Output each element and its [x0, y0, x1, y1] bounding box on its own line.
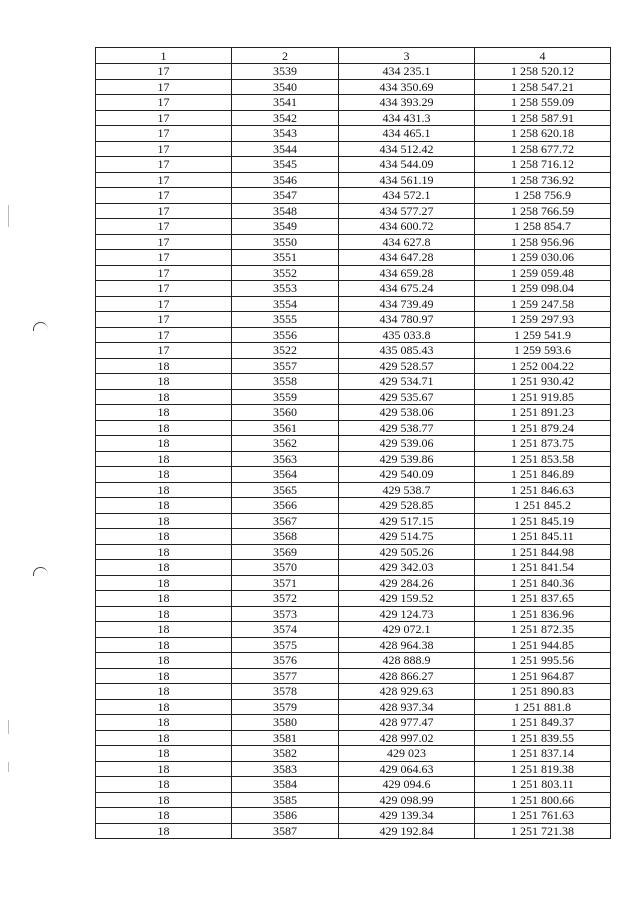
- table-row: [96, 591, 611, 607]
- section-cell: 18: [96, 436, 232, 452]
- table-row: [96, 405, 611, 421]
- table-row: [96, 761, 611, 777]
- y-coordinate-cell: 1 258 756.9: [475, 188, 611, 204]
- table-row: [96, 746, 611, 762]
- y-coordinate-cell: 1 251 839.55: [475, 730, 611, 746]
- hole-punch-mark: [33, 567, 48, 576]
- y-coordinate-cell: 1 258 559.09: [475, 95, 611, 111]
- section-cell: 17: [96, 327, 232, 343]
- x-coordinate-cell: 435 033.8: [339, 327, 475, 343]
- table-row: [96, 451, 611, 467]
- point-number-cell: 3583: [232, 761, 339, 777]
- section-cell: 18: [96, 761, 232, 777]
- x-coordinate-cell: 428 937.34: [339, 699, 475, 715]
- point-number-cell: 3582: [232, 746, 339, 762]
- y-coordinate-cell: 1 258 716.12: [475, 157, 611, 173]
- section-cell: 17: [96, 296, 232, 312]
- table-row: [96, 281, 611, 297]
- y-coordinate-cell: 1 251 853.58: [475, 451, 611, 467]
- section-cell: 18: [96, 792, 232, 808]
- x-coordinate-cell: 428 977.47: [339, 715, 475, 731]
- point-number-cell: 3569: [232, 544, 339, 560]
- y-coordinate-cell: 1 251 761.63: [475, 808, 611, 824]
- section-cell: 18: [96, 699, 232, 715]
- x-coordinate-cell: 429 540.09: [339, 467, 475, 483]
- y-coordinate-cell: 1 251 845.11: [475, 529, 611, 545]
- column-header: 2: [232, 48, 339, 64]
- point-number-cell: 3549: [232, 219, 339, 235]
- x-coordinate-cell: 429 528.57: [339, 358, 475, 374]
- table-row: [96, 777, 611, 793]
- table-row: [96, 560, 611, 576]
- y-coordinate-cell: 1 251 837.14: [475, 746, 611, 762]
- y-coordinate-cell: 1 251 846.63: [475, 482, 611, 498]
- y-coordinate-cell: 1 251 995.56: [475, 653, 611, 669]
- x-coordinate-cell: 434 465.1: [339, 126, 475, 142]
- scan-artifact: [8, 205, 9, 227]
- point-number-cell: 3551: [232, 250, 339, 266]
- y-coordinate-cell: 1 258 547.21: [475, 79, 611, 95]
- section-cell: 18: [96, 622, 232, 638]
- coordinates-table: [95, 47, 611, 839]
- table-row: [96, 436, 611, 452]
- y-coordinate-cell: 1 251 836.96: [475, 606, 611, 622]
- point-number-cell: 3567: [232, 513, 339, 529]
- section-cell: 17: [96, 219, 232, 235]
- x-coordinate-cell: 434 431.3: [339, 110, 475, 126]
- table-row: [96, 296, 611, 312]
- table-row: [96, 668, 611, 684]
- section-cell: 17: [96, 188, 232, 204]
- y-coordinate-cell: 1 251 803.11: [475, 777, 611, 793]
- y-coordinate-cell: 1 258 854.7: [475, 219, 611, 235]
- table-row: [96, 126, 611, 142]
- table-row: [96, 544, 611, 560]
- point-number-cell: 3566: [232, 498, 339, 514]
- section-cell: 18: [96, 591, 232, 607]
- table-row: [96, 234, 611, 250]
- point-number-cell: 3572: [232, 591, 339, 607]
- y-coordinate-cell: 1 251 849.37: [475, 715, 611, 731]
- x-coordinate-cell: 434 350.69: [339, 79, 475, 95]
- section-cell: 18: [96, 374, 232, 390]
- table-row: [96, 622, 611, 638]
- x-coordinate-cell: 429 538.06: [339, 405, 475, 421]
- table-row: [96, 730, 611, 746]
- x-coordinate-cell: 428 866.27: [339, 668, 475, 684]
- x-coordinate-cell: 429 098.99: [339, 792, 475, 808]
- point-number-cell: 3541: [232, 95, 339, 111]
- y-coordinate-cell: 1 251 930.42: [475, 374, 611, 390]
- section-cell: 17: [96, 110, 232, 126]
- y-coordinate-cell: 1 251 845.2: [475, 498, 611, 514]
- section-cell: 18: [96, 668, 232, 684]
- y-coordinate-cell: 1 252 004.22: [475, 358, 611, 374]
- section-cell: 17: [96, 79, 232, 95]
- table-row: [96, 606, 611, 622]
- point-number-cell: 3578: [232, 684, 339, 700]
- point-number-cell: 3573: [232, 606, 339, 622]
- section-cell: 18: [96, 405, 232, 421]
- section-cell: 18: [96, 730, 232, 746]
- point-number-cell: 3557: [232, 358, 339, 374]
- point-number-cell: 3542: [232, 110, 339, 126]
- section-cell: 17: [96, 64, 232, 80]
- y-coordinate-cell: 1 259 059.48: [475, 265, 611, 281]
- y-coordinate-cell: 1 251 721.38: [475, 823, 611, 839]
- x-coordinate-cell: 434 659.28: [339, 265, 475, 281]
- table-row: [96, 374, 611, 390]
- x-coordinate-cell: 428 997.02: [339, 730, 475, 746]
- y-coordinate-cell: 1 258 956.96: [475, 234, 611, 250]
- column-header: 1: [96, 48, 232, 64]
- y-coordinate-cell: 1 259 247.58: [475, 296, 611, 312]
- column-header: 3: [339, 48, 475, 64]
- y-coordinate-cell: 1 258 520.12: [475, 64, 611, 80]
- y-coordinate-cell: 1 251 873.75: [475, 436, 611, 452]
- section-cell: 17: [96, 234, 232, 250]
- table-row: [96, 64, 611, 80]
- section-cell: 18: [96, 389, 232, 405]
- table-row: [96, 467, 611, 483]
- section-cell: 18: [96, 482, 232, 498]
- x-coordinate-cell: 429 284.26: [339, 575, 475, 591]
- x-coordinate-cell: 429 342.03: [339, 560, 475, 576]
- x-coordinate-cell: 429 023: [339, 746, 475, 762]
- y-coordinate-cell: 1 251 819.38: [475, 761, 611, 777]
- point-number-cell: 3558: [232, 374, 339, 390]
- y-coordinate-cell: 1 251 800.66: [475, 792, 611, 808]
- x-coordinate-cell: 434 600.72: [339, 219, 475, 235]
- point-number-cell: 3587: [232, 823, 339, 839]
- x-coordinate-cell: 429 192.84: [339, 823, 475, 839]
- scan-artifact: [8, 762, 9, 772]
- hole-punch-mark: [33, 322, 48, 331]
- section-cell: 18: [96, 715, 232, 731]
- table-header-row: [96, 48, 611, 64]
- point-number-cell: 3584: [232, 777, 339, 793]
- table-row: [96, 327, 611, 343]
- table-row: [96, 110, 611, 126]
- section-cell: 17: [96, 312, 232, 328]
- y-coordinate-cell: 1 259 098.04: [475, 281, 611, 297]
- table-row: [96, 95, 611, 111]
- x-coordinate-cell: 434 512.42: [339, 141, 475, 157]
- point-number-cell: 3580: [232, 715, 339, 731]
- section-cell: 17: [96, 250, 232, 266]
- x-coordinate-cell: 429 159.52: [339, 591, 475, 607]
- y-coordinate-cell: 1 251 845.19: [475, 513, 611, 529]
- y-coordinate-cell: 1 251 872.35: [475, 622, 611, 638]
- y-coordinate-cell: 1 251 837.65: [475, 591, 611, 607]
- y-coordinate-cell: 1 251 890.83: [475, 684, 611, 700]
- table-row: [96, 482, 611, 498]
- x-coordinate-cell: 434 675.24: [339, 281, 475, 297]
- table-row: [96, 823, 611, 839]
- y-coordinate-cell: 1 251 879.24: [475, 420, 611, 436]
- section-cell: 17: [96, 343, 232, 359]
- y-coordinate-cell: 1 251 964.87: [475, 668, 611, 684]
- x-coordinate-cell: 428 929.63: [339, 684, 475, 700]
- point-number-cell: 3565: [232, 482, 339, 498]
- x-coordinate-cell: 429 538.7: [339, 482, 475, 498]
- y-coordinate-cell: 1 258 587.91: [475, 110, 611, 126]
- x-coordinate-cell: 434 544.09: [339, 157, 475, 173]
- point-number-cell: 3568: [232, 529, 339, 545]
- point-number-cell: 3560: [232, 405, 339, 421]
- x-coordinate-cell: 429 072.1: [339, 622, 475, 638]
- table-row: [96, 250, 611, 266]
- section-cell: 18: [96, 777, 232, 793]
- y-coordinate-cell: 1 259 030.06: [475, 250, 611, 266]
- table-row: [96, 358, 611, 374]
- table-row: [96, 79, 611, 95]
- x-coordinate-cell: 435 085.43: [339, 343, 475, 359]
- x-coordinate-cell: 434 561.19: [339, 172, 475, 188]
- y-coordinate-cell: 1 251 919.85: [475, 389, 611, 405]
- point-number-cell: 3570: [232, 560, 339, 576]
- section-cell: 18: [96, 420, 232, 436]
- x-coordinate-cell: 428 964.38: [339, 637, 475, 653]
- table-row: [96, 157, 611, 173]
- table-row: [96, 498, 611, 514]
- x-coordinate-cell: 429 538.77: [339, 420, 475, 436]
- table-row: [96, 420, 611, 436]
- section-cell: 17: [96, 265, 232, 281]
- y-coordinate-cell: 1 259 297.93: [475, 312, 611, 328]
- table-row: [96, 188, 611, 204]
- y-coordinate-cell: 1 251 844.98: [475, 544, 611, 560]
- x-coordinate-cell: 434 627.8: [339, 234, 475, 250]
- table-row: [96, 808, 611, 824]
- x-coordinate-cell: 429 064.63: [339, 761, 475, 777]
- section-cell: 18: [96, 746, 232, 762]
- x-coordinate-cell: 429 139.34: [339, 808, 475, 824]
- point-number-cell: 3544: [232, 141, 339, 157]
- column-header: 4: [475, 48, 611, 64]
- section-cell: 18: [96, 606, 232, 622]
- point-number-cell: 3543: [232, 126, 339, 142]
- x-coordinate-cell: 429 124.73: [339, 606, 475, 622]
- section-cell: 18: [96, 513, 232, 529]
- x-coordinate-cell: 429 514.75: [339, 529, 475, 545]
- y-coordinate-cell: 1 251 846.89: [475, 467, 611, 483]
- table-row: [96, 715, 611, 731]
- table-row: [96, 389, 611, 405]
- y-coordinate-cell: 1 251 840.36: [475, 575, 611, 591]
- table-row: [96, 653, 611, 669]
- section-cell: 17: [96, 281, 232, 297]
- section-cell: 18: [96, 823, 232, 839]
- table-row: [96, 575, 611, 591]
- x-coordinate-cell: 434 235.1: [339, 64, 475, 80]
- x-coordinate-cell: 429 539.86: [339, 451, 475, 467]
- point-number-cell: 3563: [232, 451, 339, 467]
- section-cell: 17: [96, 172, 232, 188]
- point-number-cell: 3562: [232, 436, 339, 452]
- point-number-cell: 3555: [232, 312, 339, 328]
- x-coordinate-cell: 429 539.06: [339, 436, 475, 452]
- section-cell: 17: [96, 157, 232, 173]
- point-number-cell: 3548: [232, 203, 339, 219]
- x-coordinate-cell: 434 577.27: [339, 203, 475, 219]
- y-coordinate-cell: 1 258 677.72: [475, 141, 611, 157]
- point-number-cell: 3552: [232, 265, 339, 281]
- point-number-cell: 3546: [232, 172, 339, 188]
- point-number-cell: 3564: [232, 467, 339, 483]
- x-coordinate-cell: 434 572.1: [339, 188, 475, 204]
- section-cell: 18: [96, 560, 232, 576]
- point-number-cell: 3539: [232, 64, 339, 80]
- section-cell: 17: [96, 203, 232, 219]
- y-coordinate-cell: 1 251 841.54: [475, 560, 611, 576]
- section-cell: 18: [96, 358, 232, 374]
- section-cell: 17: [96, 141, 232, 157]
- point-number-cell: 3581: [232, 730, 339, 746]
- table-row: [96, 172, 611, 188]
- section-cell: 18: [96, 653, 232, 669]
- x-coordinate-cell: 434 647.28: [339, 250, 475, 266]
- x-coordinate-cell: 434 393.29: [339, 95, 475, 111]
- x-coordinate-cell: 429 517.15: [339, 513, 475, 529]
- y-coordinate-cell: 1 251 881.8: [475, 699, 611, 715]
- section-cell: 17: [96, 95, 232, 111]
- table-body: [96, 48, 611, 839]
- point-number-cell: 3554: [232, 296, 339, 312]
- section-cell: 18: [96, 808, 232, 824]
- point-number-cell: 3540: [232, 79, 339, 95]
- section-cell: 17: [96, 126, 232, 142]
- point-number-cell: 3553: [232, 281, 339, 297]
- point-number-cell: 3571: [232, 575, 339, 591]
- table-row: [96, 219, 611, 235]
- y-coordinate-cell: 1 251 944.85: [475, 637, 611, 653]
- section-cell: 18: [96, 637, 232, 653]
- x-coordinate-cell: 434 739.49: [339, 296, 475, 312]
- y-coordinate-cell: 1 258 766.59: [475, 203, 611, 219]
- point-number-cell: 3574: [232, 622, 339, 638]
- section-cell: 18: [96, 451, 232, 467]
- x-coordinate-cell: 429 505.26: [339, 544, 475, 560]
- point-number-cell: 3550: [232, 234, 339, 250]
- x-coordinate-cell: 429 528.85: [339, 498, 475, 514]
- section-cell: 18: [96, 467, 232, 483]
- point-number-cell: 3579: [232, 699, 339, 715]
- x-coordinate-cell: 429 094.6: [339, 777, 475, 793]
- section-cell: 18: [96, 684, 232, 700]
- scan-artifact: [8, 720, 9, 734]
- point-number-cell: 3575: [232, 637, 339, 653]
- point-number-cell: 3576: [232, 653, 339, 669]
- table-row: [96, 265, 611, 281]
- point-number-cell: 3561: [232, 420, 339, 436]
- table-row: [96, 203, 611, 219]
- section-cell: 18: [96, 498, 232, 514]
- y-coordinate-cell: 1 258 736.92: [475, 172, 611, 188]
- section-cell: 18: [96, 575, 232, 591]
- x-coordinate-cell: 429 535.67: [339, 389, 475, 405]
- table-row: [96, 343, 611, 359]
- y-coordinate-cell: 1 259 541.9: [475, 327, 611, 343]
- x-coordinate-cell: 434 780.97: [339, 312, 475, 328]
- point-number-cell: 3556: [232, 327, 339, 343]
- table-row: [96, 141, 611, 157]
- section-cell: 18: [96, 544, 232, 560]
- y-coordinate-cell: 1 259 593.6: [475, 343, 611, 359]
- point-number-cell: 3545: [232, 157, 339, 173]
- point-number-cell: 3586: [232, 808, 339, 824]
- x-coordinate-cell: 428 888.9: [339, 653, 475, 669]
- point-number-cell: 3522: [232, 343, 339, 359]
- table-row: [96, 699, 611, 715]
- y-coordinate-cell: 1 258 620.18: [475, 126, 611, 142]
- x-coordinate-cell: 429 534.71: [339, 374, 475, 390]
- point-number-cell: 3585: [232, 792, 339, 808]
- table-row: [96, 792, 611, 808]
- point-number-cell: 3559: [232, 389, 339, 405]
- point-number-cell: 3547: [232, 188, 339, 204]
- table-row: [96, 529, 611, 545]
- table-row: [96, 513, 611, 529]
- y-coordinate-cell: 1 251 891.23: [475, 405, 611, 421]
- point-number-cell: 3577: [232, 668, 339, 684]
- table-row: [96, 637, 611, 653]
- section-cell: 18: [96, 529, 232, 545]
- table-row: [96, 312, 611, 328]
- table-row: [96, 684, 611, 700]
